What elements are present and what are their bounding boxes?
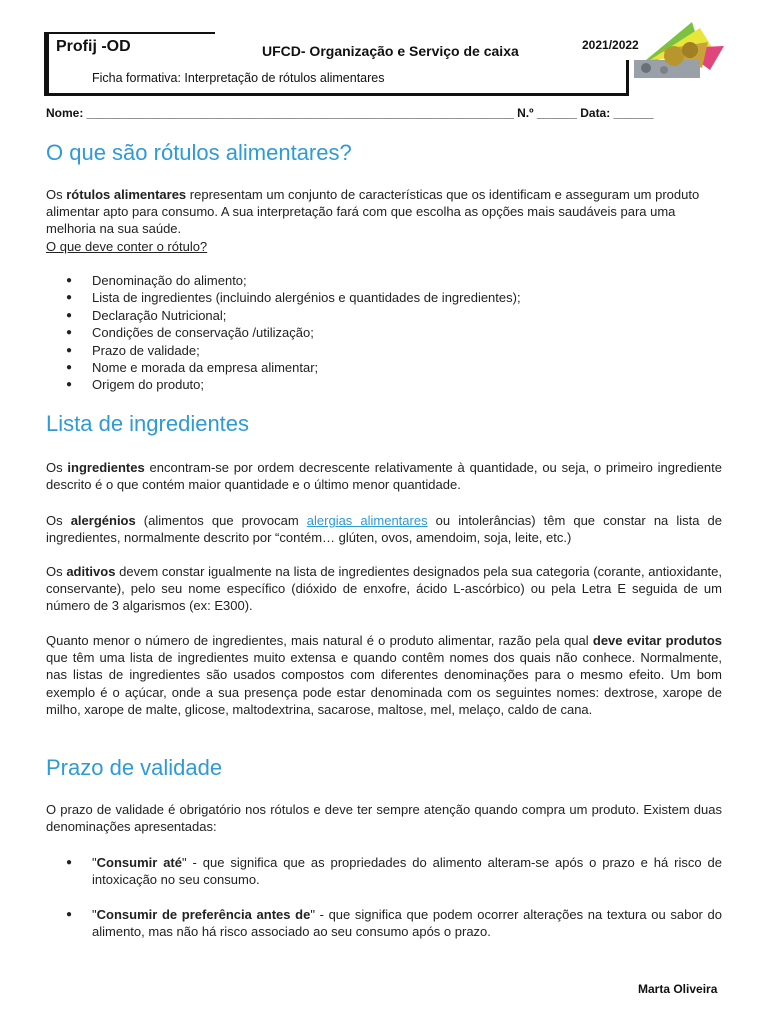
worksheet-subtitle: Ficha formativa: Interpretação de rótulos alimentares [92,71,385,85]
list-item: ● Condições de conservação /utilização; [66,325,314,341]
expiry-types-list [46,854,722,889]
label-contents-question: O que deve conter o rótulo? [46,239,208,254]
label-contents-list [46,272,722,394]
list-item: ● Nome e morada da empresa alimentar; [66,360,319,376]
section-title-expiry-date: Prazo de validade [46,755,223,780]
program-label: Profij -OD [56,38,131,55]
ingredients-paragraph: Os ingredientes encontram-se por ordem decrescente relativamente à quantidade, ou seja, o primeiro ingrediente descrito é o que contém maior quantidade e o último menor quantidade. [46,460,722,493]
school-year: 2021/2022 [582,38,639,52]
ufcd-title: UFCD- Organização e Serviço de caixa [262,43,519,59]
student-info-line: Nome: ________________________________________________________________ N.º ______ Data: ______ [46,106,654,120]
list-item: ● "Consumir de preferência antes de" - que significa que podem ocorrer alterações na textura ou sabor do alimento, mas não há risco associado ao seu consumo após o prazo. [66,907,722,940]
expiry-types-list-2 [46,906,722,941]
intro-paragraph: Os rótulos alimentares representam um conjunto de características que os identificam e asseguram um produto alimentar apto para consumo. A sua interpretação fará com que escolha as opções mais saudáveis para uma melhoria na sua saúde. [46,187,700,237]
section-title-what-are-labels: O que são rótulos alimentares? [46,140,352,165]
allergens-paragraph: Os alergénios (alimentos que provocam alergias alimentares ou intolerâncias) têm que constar na lista de ingredientes, normalmente descrito por “contém… glúten, ovos, amendoim, soja, leite, etc.) [46,513,723,546]
list-item: ● Lista de ingredientes (incluindo alergénios e quantidades de ingredientes); [66,290,521,306]
author-signature: Marta Oliveira [638,982,718,996]
bold-term-food-labels: rótulos alimentares [66,187,187,202]
list-item: ● Denominação do alimento; [66,273,247,288]
school-logo [630,20,726,82]
list-item: ● Declaração Nutricional; [66,307,227,323]
header-divider-right [626,60,629,96]
additives-paragraph: Os aditivos devem constar igualmente na lista de ingredientes designados pela sua categoria (corante, antioxidante, conservante), pelo seu nome específico (dióxido de enxofre, ácido L-ascórbico) ou pela Letra E seguida de um número de 3 algarismos (ex: E300). [46,564,722,614]
ingredient-count-paragraph: Quanto menor o número de ingredientes, mais natural é o produto alimentar, razão pela qual deve evitar produtos que têm uma lista de ingredientes muito extensa e quando contêm nomes dos quais não conhece. Normalmente, nas listas de ingredientes são usados compostos com diferentes denominações para o mesmo efeito. Um bom exemplo é o açúcar, onde a sua presença pode estar denominada com os seguintes nomes: dextrose, xarope de milho, xarope de malte, glicose, maltodextrina, sacarose, maltose, mel, melaço, caldo de cana. [46,633,722,717]
list-item: ● "Consumir até" - que significa que as propriedades do alimento alteram-se após o prazo e há risco de intoxicação no seu consumo. [66,855,722,888]
list-item: ● Origem do produto; [66,377,205,393]
header-divider [44,93,626,96]
expiry-intro-paragraph: O prazo de validade é obrigatório nos rótulos e deve ter sempre atenção quando compra um produto. Existem duas denominações apresentadas: [46,802,722,835]
list-item: ● Prazo de validade; [66,342,200,358]
section-title-ingredients: Lista de ingredientes [46,411,250,436]
food-allergies-link[interactable]: alergias alimentares [306,513,428,528]
